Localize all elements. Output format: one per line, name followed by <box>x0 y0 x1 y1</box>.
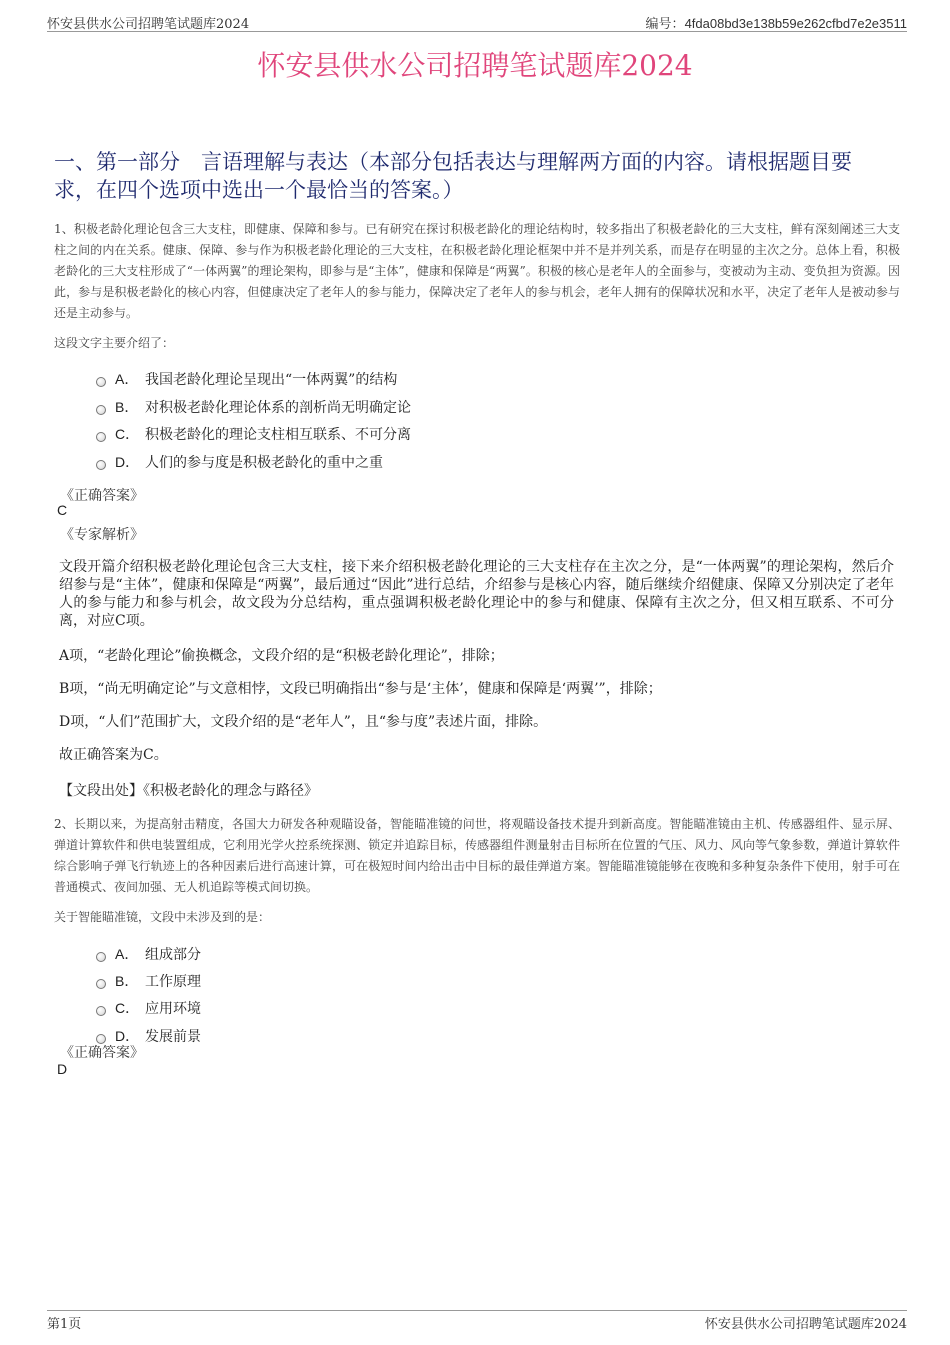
doc-id-value: 4fda08bd3e138b59e262cfbd7e2e3511 <box>684 16 907 31</box>
option-letter: C． <box>115 426 140 442</box>
analysis-paragraph: A项，“老龄化理论”偷换概念，文段介绍的是“积极老龄化理论”，排除； <box>59 648 504 664</box>
option-text: 工作原理 <box>145 974 201 990</box>
option-text: 组成部分 <box>145 947 201 963</box>
question-1-answer: C <box>57 502 68 518</box>
option-text: 人们的参与度是积极老龄化的重中之重 <box>145 455 383 471</box>
passage-source: 【文段出处】《积极老龄化的理念与路径》 <box>59 783 318 799</box>
question-2-passage: 2、长期以来，为提高射击精度，各国大力研发各种观瞄设备，智能瞄准镜的问世，将观瞄设备技术提升到新高度。智能瞄准镜由主机、传感器组件、显示屏、弹道计算软件和供电装置组成，它利用光学火控系统探测、锁定并追踪目标，传感器组件测量射击目标所在位置的气压、风力、风向等气象参数，弹道计算软件综合影响子弹飞行轨迹上的各种因素后进行高速计算，可在极短时间内给出击中目标的最佳弹道方案。智能瞄准镜能够在夜晚和多种复杂条件下使用，射手可在普通模式、夜间加强、无人机追踪等模式间切换。 <box>54 817 900 894</box>
header-doc-title: 怀安县供水公司招聘笔试题库2024 <box>47 17 250 32</box>
radio-icon[interactable] <box>96 432 106 442</box>
question-1-analysis-label: 《专家解析》 <box>60 527 144 543</box>
option-text: 我国老龄化理论呈现出“一体两翼”的结构 <box>145 372 398 388</box>
footer-doc-title: 怀安县供水公司招聘笔试题库2024 <box>704 1317 907 1332</box>
question-2-option-b[interactable] <box>96 971 201 991</box>
option-text: 对积极老龄化理论体系的剖析尚无明确定论 <box>145 400 411 416</box>
footer-divider <box>47 1310 907 1311</box>
page-number: 第1页 <box>47 1317 82 1332</box>
radio-icon[interactable] <box>96 405 106 415</box>
option-text: 积极老龄化的理论支柱相互联系、不可分离 <box>145 427 411 443</box>
radio-icon[interactable] <box>96 979 106 989</box>
section-title: 一、第一部分 言语理解与表达（本部分包括表达与理解两方面的内容。请根据题目要求，在四个选项中选出一个最恰当的答案。） <box>54 150 852 202</box>
question-1-option-d[interactable] <box>96 452 383 472</box>
option-letter: D． <box>115 1028 140 1044</box>
question-2-answer: D <box>57 1061 68 1077</box>
question-1-option-a[interactable] <box>96 369 397 389</box>
option-letter: A． <box>115 946 139 962</box>
doc-id-label: 编号： <box>645 17 685 32</box>
page-title: 怀安县供水公司招聘笔试题库2024 <box>257 49 693 82</box>
analysis-paragraph: 文段开篇介绍积极老龄化理论包含三大支柱，接下来介绍积极老龄化理论的三大支柱存在主次之分，是“一体两翼”的理论架构，然后介绍参与是“主体”，健康和保障是“两翼”，最后通过“因此”进行总结，介绍参与是核心内容，随后继续介绍健康、保障又分别决定了老年人的参与能力和参与机会，故文段为分总结构，重点强调积极老龄化理论中的参与和健康、保障有主次之分，但又相互联系、不可分离，对应C项。 <box>59 559 894 629</box>
question-2-option-a[interactable] <box>96 944 201 964</box>
radio-icon[interactable] <box>96 460 106 470</box>
radio-icon[interactable] <box>96 1006 106 1016</box>
radio-icon[interactable] <box>96 377 106 387</box>
option-letter: B． <box>115 399 139 415</box>
question-2-prompt: 关于智能瞄准镜，文段中未涉及到的是： <box>54 910 271 924</box>
question-2-answer-label: 《正确答案》 <box>60 1045 144 1061</box>
question-1-prompt: 这段文字主要介绍了： <box>54 336 175 350</box>
question-1-option-b[interactable] <box>96 397 411 417</box>
question-1-option-c[interactable] <box>96 424 411 444</box>
question-1-passage: 1、积极老龄化理论包含三大支柱，即健康、保障和参与。已有研究在探讨积极老龄化的理论结构时，较多指出了积极老龄化的三大支柱，鲜有深刻阐述三大支柱之间的内在关系。健康、保障、参与作为积极老龄化理论的三大支柱，在积极老龄化理论框架中并不是并列关系，而是存在明显的主次之分。总体上看，积极老龄化的三大支柱形成了“一体两翼”的理论架构，即参与是“主体”，健康和保障是“两翼”。积极的核心是老年人的全面参与，变被动为主动、变负担为资源。因此，参与是积极老龄化的核心内容，但健康决定了老年人的参与能力，保障决定了老年人的参与机会，老年人拥有的保障状况和水平，决定了老年人是被动参与还是主动参与。 <box>54 222 900 320</box>
option-letter: C． <box>115 1000 140 1016</box>
option-text: 应用环境 <box>145 1001 201 1017</box>
header-divider <box>47 31 907 32</box>
option-text: 发展前景 <box>145 1029 201 1045</box>
analysis-paragraph: 故正确答案为C。 <box>59 747 168 763</box>
analysis-paragraph: B项，“尚无明确定论”与文意相悖，文段已明确指出“参与是‘主体’，健康和保障是‘两翼’”，排除； <box>59 681 662 697</box>
radio-icon[interactable] <box>96 952 106 962</box>
option-letter: B． <box>115 973 139 989</box>
option-letter: A． <box>115 371 139 387</box>
analysis-paragraph: D项，“人们”范围扩大，文段介绍的是“老年人”，且“参与度”表述片面，排除。 <box>59 714 548 730</box>
header-doc-id <box>646 13 907 32</box>
question-2-option-c[interactable] <box>96 998 201 1018</box>
option-letter: D． <box>115 454 140 470</box>
question-1-answer-label: 《正确答案》 <box>60 488 144 504</box>
